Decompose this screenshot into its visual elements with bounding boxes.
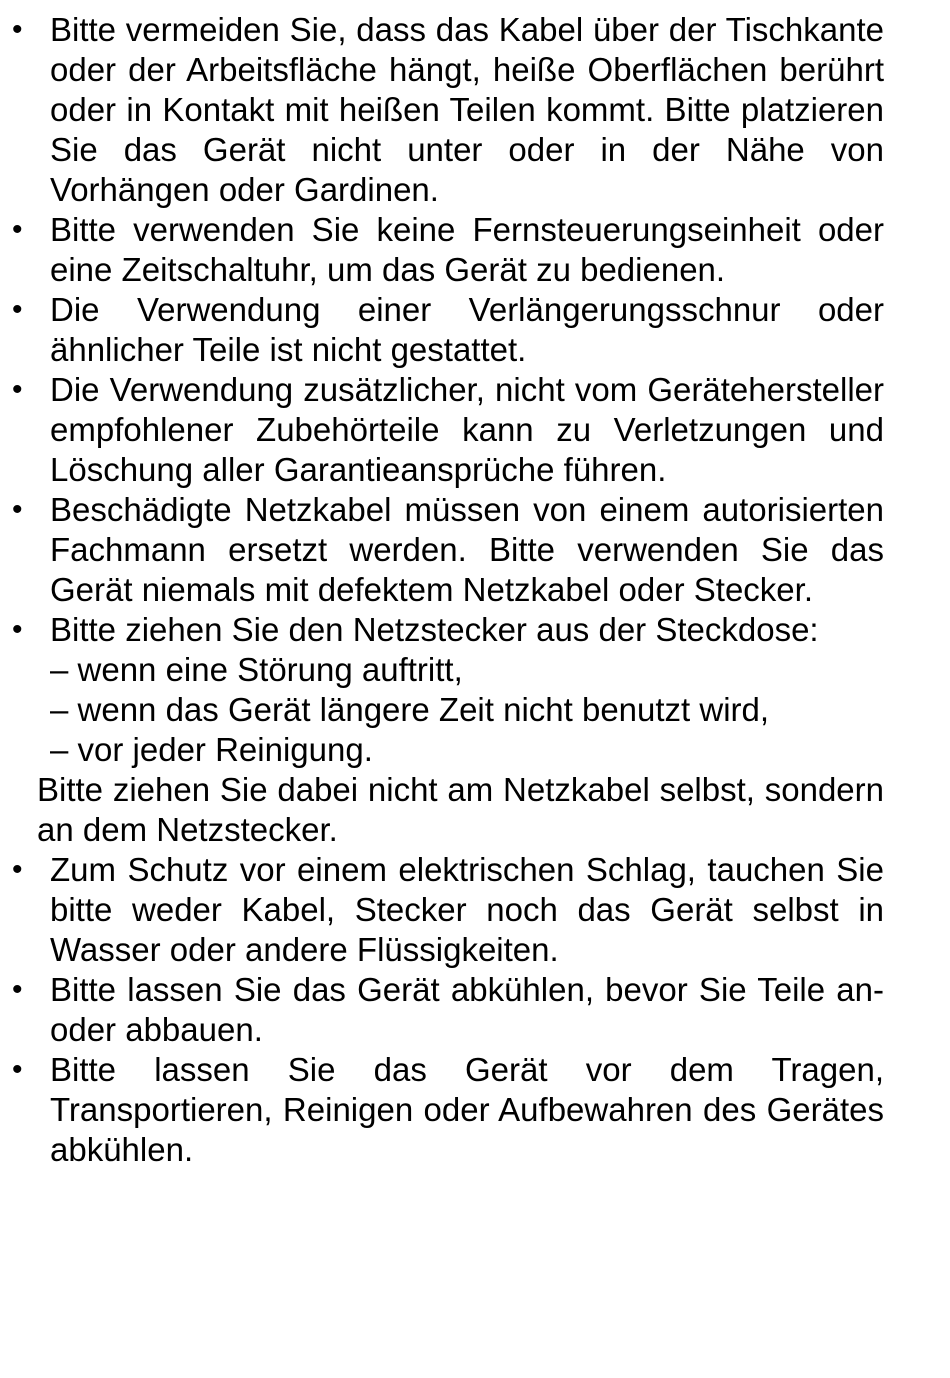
list-item-text: Beschädigte Netzkabel müssen von einem autorisierten Fachmann ersetzt werden. Bitte verwenden Sie das Gerät niemals mit defektem Netzkabel oder Stecker.	[50, 491, 884, 608]
list-item	[12, 10, 884, 210]
bullet-icon: •	[12, 373, 23, 406]
list-item	[12, 1050, 884, 1170]
list-item-text: Die Verwendung zusätzlicher, nicht vom Gerätehersteller empfohlener Zubehörteile kann zu Verletzungen und Löschung aller Garantieansprüche führen.	[50, 371, 884, 488]
list-item-text: Bitte verwenden Sie keine Fernsteuerungseinheit oder eine Zeitschaltuhr, um das Gerät zu bedienen.	[50, 211, 884, 288]
list-item-text: Bitte ziehen Sie den Netzstecker aus der Steckdose:	[50, 611, 819, 648]
safety-instructions-page	[0, 10, 950, 1170]
list-item-text: Bitte lassen Sie das Gerät abkühlen, bevor Sie Teile an- oder abbauen.	[50, 971, 884, 1048]
list-item	[12, 610, 884, 770]
bullet-icon: •	[12, 493, 23, 526]
bullet-icon: •	[12, 213, 23, 246]
sub-line: – vor jeder Reinigung.	[50, 731, 373, 768]
note-paragraph: Bitte ziehen Sie dabei nicht am Netzkabel selbst, sondern an dem Netzstecker.	[37, 771, 884, 848]
list-item	[12, 210, 884, 290]
list-item	[12, 490, 884, 610]
list-item-text: Bitte lassen Sie das Gerät vor dem Tragen, Transportieren, Reinigen oder Aufbewahren des Gerätes abkühlen.	[50, 1051, 884, 1168]
bullet-icon: •	[12, 613, 23, 646]
bullet-icon: •	[12, 973, 23, 1006]
bullet-icon: •	[12, 1053, 23, 1086]
sub-line: – wenn das Gerät längere Zeit nicht benutzt wird,	[50, 691, 770, 728]
list-item	[12, 290, 884, 370]
list-item	[12, 970, 884, 1050]
list-item-text: Zum Schutz vor einem elektrischen Schlag, tauchen Sie bitte weder Kabel, Stecker noch das Gerät selbst in Wasser oder andere Flüssigkeiten.	[50, 851, 884, 968]
list-item	[12, 370, 884, 490]
sub-line: – wenn eine Störung auftritt,	[50, 651, 463, 688]
bullet-icon: •	[12, 293, 23, 326]
bullet-icon: •	[12, 13, 23, 46]
bullet-icon: •	[12, 853, 23, 886]
list-item-text: Bitte vermeiden Sie, dass das Kabel über der Tischkante oder der Arbeitsfläche hängt, heiße Oberflächen berührt oder in Kontakt mit heißen Teilen kommt. Bitte platzieren Sie das Gerät nicht unter oder in der Nähe von Vorhängen oder Gardinen.	[50, 11, 884, 208]
list-item-text: Die Verwendung einer Verlängerungsschnur oder ähnlicher Teile ist nicht gestattet.	[50, 291, 884, 368]
list-item	[12, 850, 884, 970]
